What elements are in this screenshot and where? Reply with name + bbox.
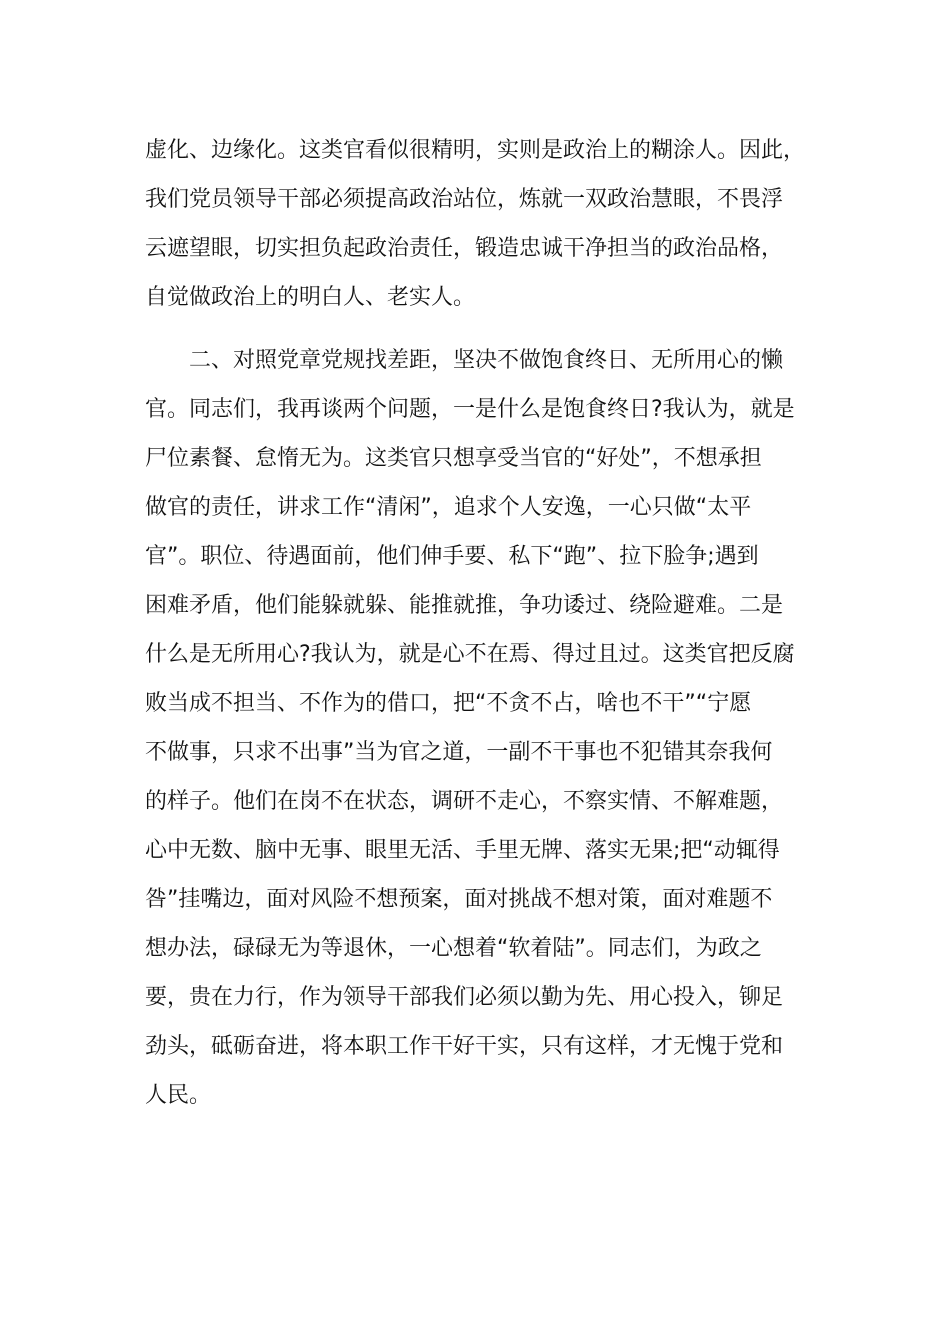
text-line: 做官的责任，讲求工作“清闲”，追求个人安逸，一心只做“太平 (145, 495, 752, 520)
paragraph-1 (145, 126, 825, 322)
text-line: 二、对照党章党规找差距，坚决不做饱食终日、无所用心的懒 (145, 348, 784, 373)
text-line: 败当成不担当、不作为的借口，把“不贪不占，啥也不干”“宁愿 (145, 691, 752, 716)
text-line: 人民。 (145, 1083, 212, 1108)
text-line: 自觉做政治上的明白人、老实人。 (145, 285, 476, 310)
paragraph-2 (145, 336, 825, 1120)
text-line: 的样子。他们在岗不在状态，调研不走心，不察实情、不解难题， (145, 789, 784, 814)
text-line: 虚化、边缘化。这类官看似很精明，实则是政治上的糊涂人。因此， (145, 138, 806, 163)
text-line: 想办法，碌碌无为等退休，一心想着“软着陆”。同志们，为政之 (145, 936, 762, 961)
text-line: 心中无数、脑中无事、眼里无活、手里无牌、落实无果;把“动辄得 (145, 838, 780, 863)
text-line: 尸位素餐、怠惰无为。这类官只想享受当官的“好处”，不想承担 (145, 446, 762, 471)
text-line: 劲头，砥砺奋进，将本职工作干好干实，只有这样，才无愧于党和 (145, 1034, 784, 1059)
text-line: 我们党员领导干部必须提高政治站位，炼就一双政治慧眼，不畏浮 (145, 187, 784, 212)
text-line: 要，贵在力行，作为领导干部我们必须以勤为先、用心投入，铆足 (145, 985, 784, 1010)
text-line: 云遮望眼，切实担负起政治责任，锻造忠诚干净担当的政治品格， (145, 236, 784, 261)
text-line: 什么是无所用心?我认为，就是心不在焉、得过且过。这类官把反腐 (145, 642, 795, 667)
text-line: 官”。职位、待遇面前，他们伸手要、私下“跑”、拉下脸争;遇到 (145, 544, 759, 569)
text-line: 不做事，只求不出事”当为官之道，一副不干事也不犯错其奈我何 (145, 740, 773, 765)
text-line: 官。同志们，我再谈两个问题，一是什么是饱食终日?我认为，就是 (145, 397, 795, 422)
text-line: 咎”挂嘴边，面对风险不想预案，面对挑战不想对策，面对难题不 (145, 887, 773, 912)
text-line: 困难矛盾，他们能躲就躲、能推就推，争功诿过、绕险避难。二是 (145, 593, 784, 618)
